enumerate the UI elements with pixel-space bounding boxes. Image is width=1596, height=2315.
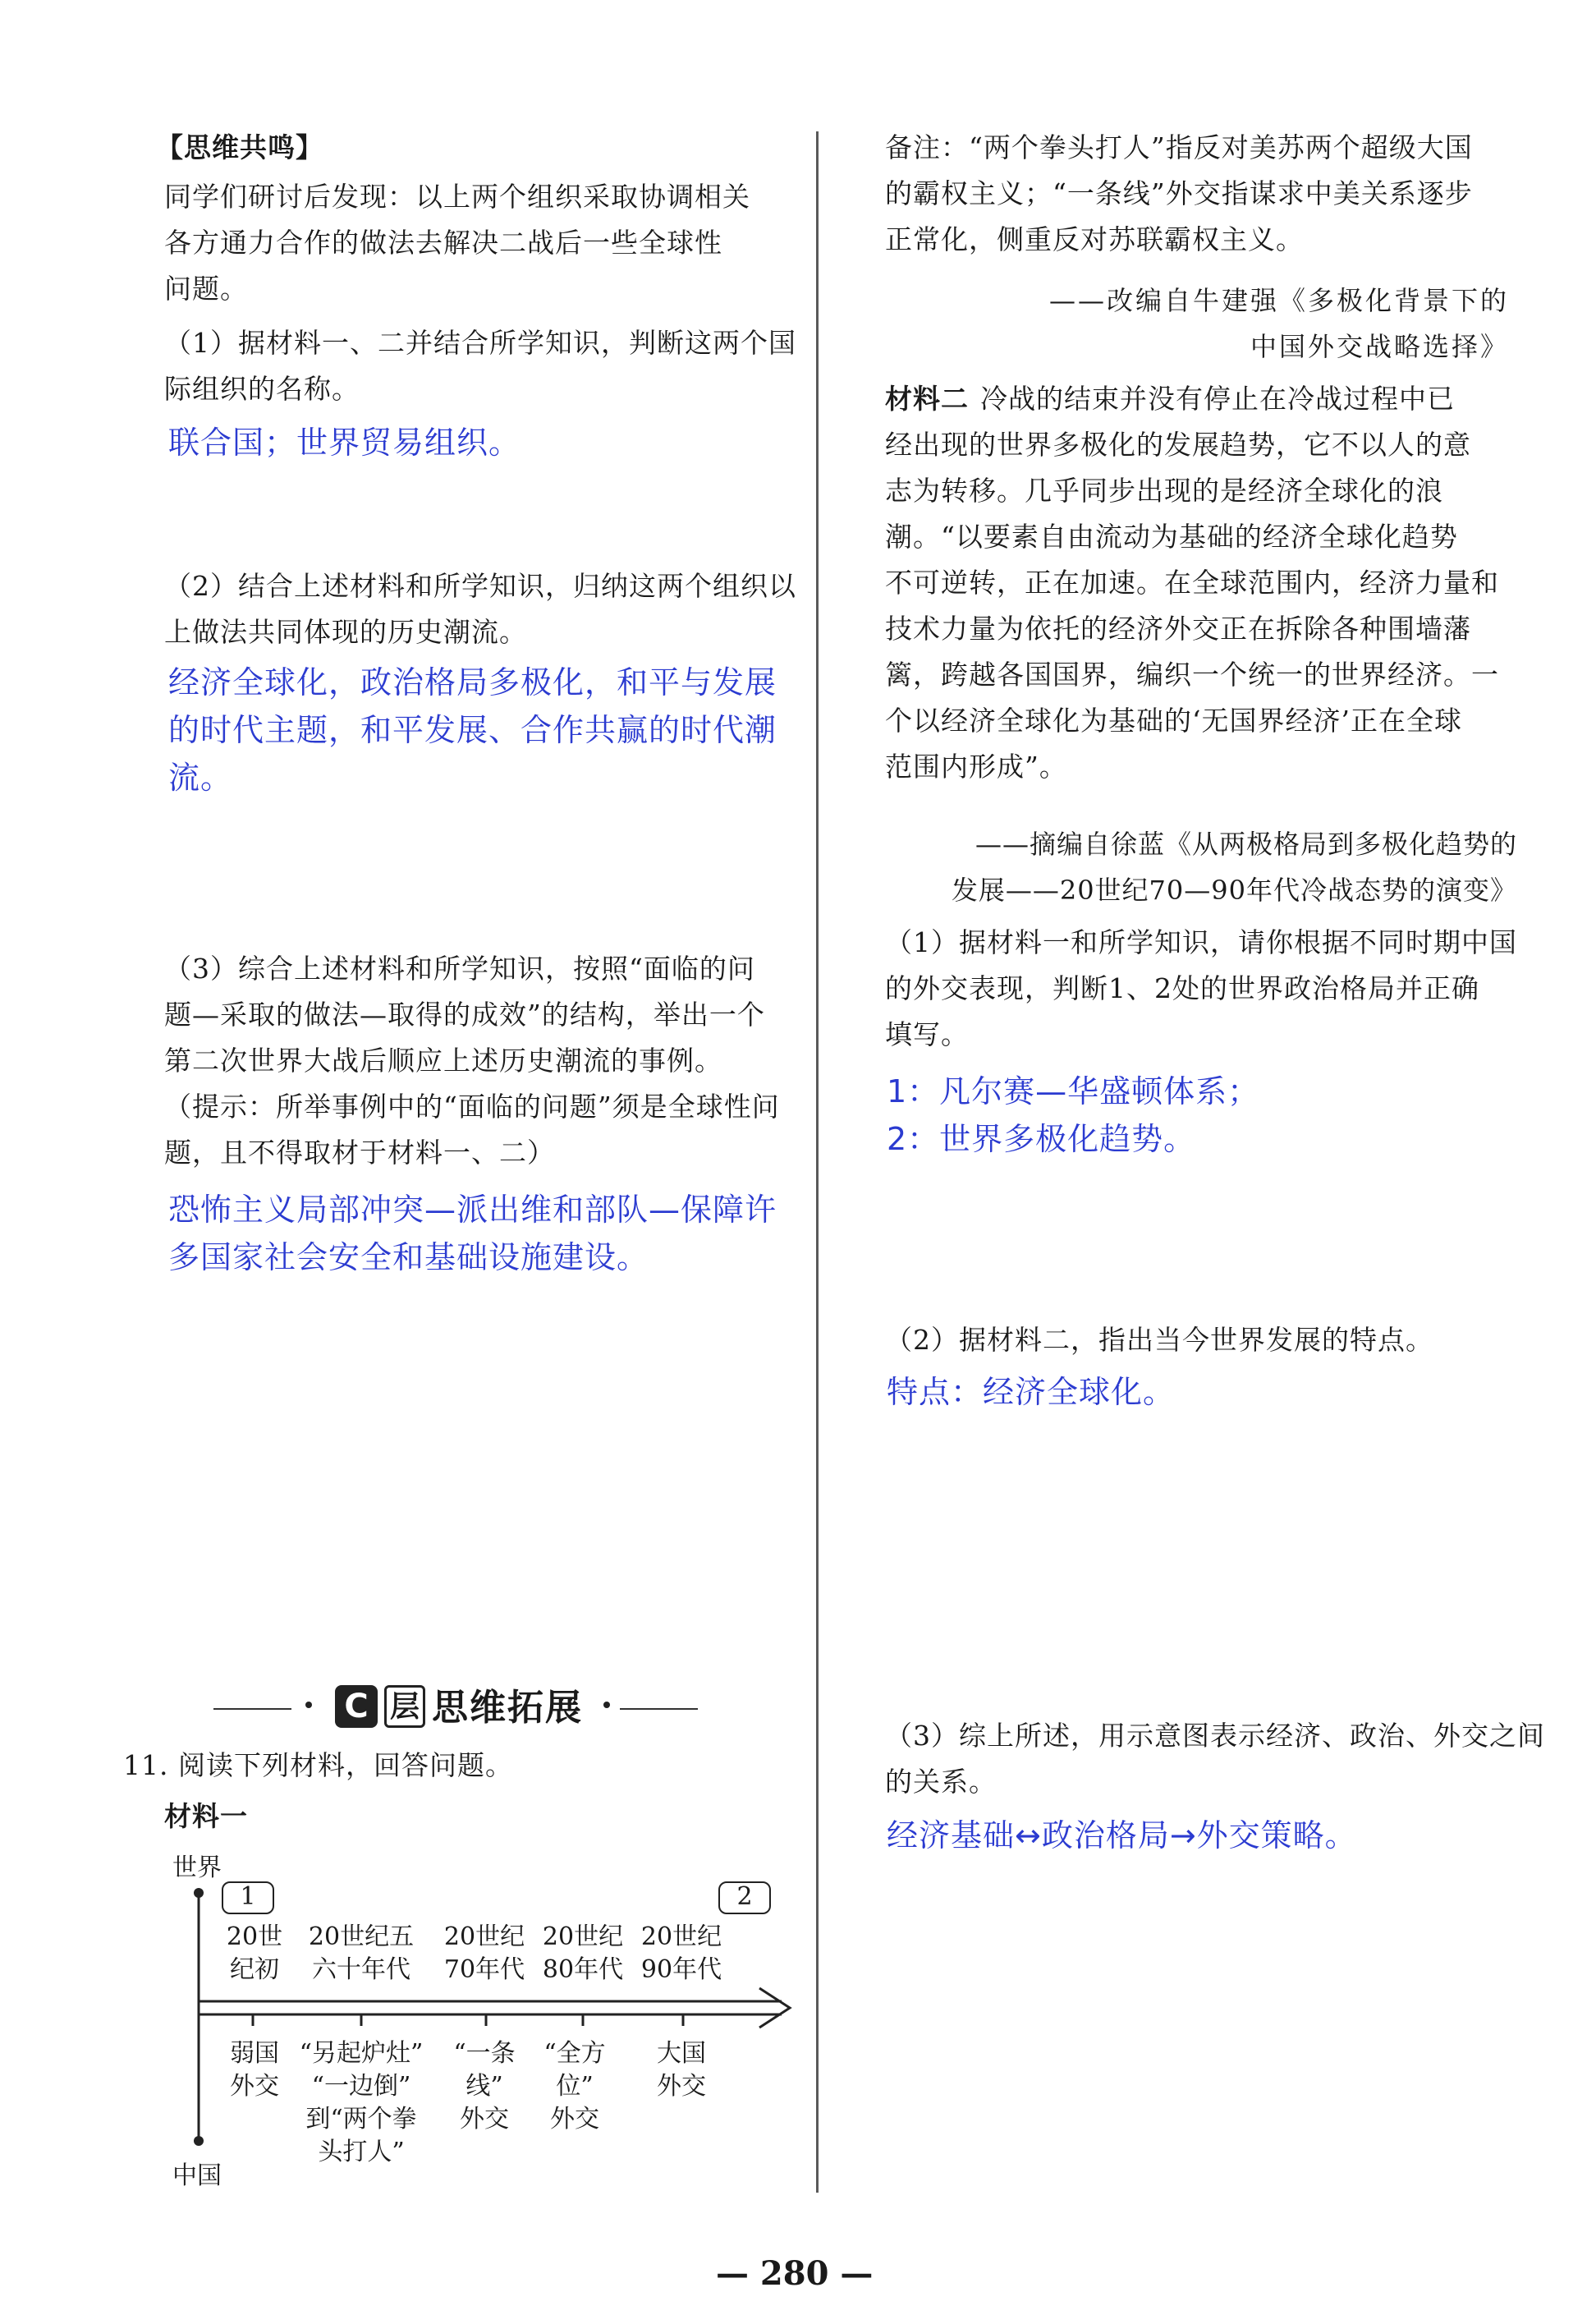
diplomacy-label — [443, 2037, 525, 2136]
period-label — [435, 1921, 534, 1987]
intro-text — [164, 174, 750, 312]
diplomacy-label — [534, 2037, 616, 2136]
text-inline: 冷战的结束并没有停止在冷战过程中已 — [980, 383, 1455, 415]
text-line: 个以经济全球化为基础的‘无国界经济’正在全球 — [885, 705, 1462, 737]
right-answer-3 — [887, 1812, 1357, 1859]
text-line: （2）结合上述材料和所学知识，归纳这两个组织以 — [164, 570, 796, 602]
text-line: 各方通力合作的做法去解决二战后一些全球性 — [164, 227, 722, 259]
china-label: 中国 — [172, 2161, 222, 2190]
period-line: 70年代 — [443, 1955, 525, 1984]
diplomacy-label — [287, 2037, 435, 2169]
text-line: 题—采取的做法—取得的成效”的结构，举出一个 — [164, 999, 765, 1031]
period-line: 20世纪五 — [308, 1922, 415, 1951]
diplomacy-line: 大国 — [657, 2039, 706, 2068]
level-badge: C — [335, 1685, 378, 1728]
period-label — [534, 1921, 632, 1987]
period-line: 80年代 — [542, 1955, 624, 1984]
text-line: 潮。“以要素自由流动为基础的经济全球化趋势 — [885, 521, 1458, 553]
diplomacy-line: 外交 — [230, 2072, 279, 2101]
diplomacy-label — [213, 2037, 296, 2103]
question-2 — [164, 563, 796, 655]
citation-2 — [885, 821, 1517, 913]
text-line: 题，且不得取材于材料一、二） — [164, 1137, 555, 1169]
diplomacy-line: “全方 — [543, 2039, 606, 2068]
header-dot — [603, 1702, 610, 1708]
diplomacy-line: 位” — [556, 2072, 594, 2101]
text-line: （3）综上所述，用示意图表示经济、政治、外交之间 — [885, 1720, 1545, 1752]
header-rule-right — [620, 1708, 698, 1710]
answer-line: 流。 — [168, 760, 233, 796]
header-dot — [305, 1702, 312, 1708]
text-line: 技术力量为依托的经济外交正在拆除各种围墙藩 — [885, 613, 1471, 645]
material-label: 材料一 — [164, 1800, 248, 1832]
material-2-label: 材料二 — [885, 383, 969, 415]
material-2 — [885, 376, 1511, 790]
diplomacy-line: “一边倒” — [311, 2072, 411, 2101]
section-title: 思维拓展 — [432, 1687, 583, 1729]
text-line: 上做法共同体现的历史潮流。 — [164, 616, 527, 648]
blank-marker-1: 1 — [222, 1881, 274, 1914]
period-line: 20世纪 — [640, 1922, 722, 1951]
text-line: 同学们研讨后发现：以上两个组织采取协调相关 — [164, 181, 750, 213]
text-line — [885, 376, 1511, 422]
diplomacy-line: 头打人” — [318, 2138, 405, 2166]
right-question-2 — [885, 1317, 1433, 1363]
timeline-diagram — [164, 1852, 805, 2197]
section-header — [213, 1683, 706, 1733]
answer-line: 的时代主题，和平发展、合作共赢的时代潮 — [168, 712, 777, 748]
citation-line: 中国外交战略选择》 — [1250, 331, 1509, 362]
answer-line: 经济全球化，政治格局多极化，和平与发展 — [168, 664, 777, 700]
column-divider — [816, 131, 819, 2193]
text-line: 经出现的世界多极化的发展趋势，它不以人的意 — [885, 429, 1471, 461]
answer-2 — [168, 659, 777, 802]
right-question-1 — [885, 920, 1517, 1058]
period-line: 纪初 — [230, 1955, 279, 1984]
blank-marker-2: 2 — [718, 1881, 771, 1914]
question-1 — [164, 320, 796, 412]
citation-line: ——改编自牛建强《多极化背景下的 — [1048, 285, 1509, 316]
citation-1 — [885, 278, 1509, 370]
text-line: 范围内形成”。 — [885, 751, 1067, 783]
diplomacy-line: 外交 — [460, 2105, 509, 2134]
answer-line: 恐怖主义局部冲突—派出维和部队—保障许 — [168, 1192, 777, 1228]
text-line: 不可逆转，正在加速。在全球范围内，经济力量和 — [885, 567, 1499, 599]
diplomacy-line: “另起炉灶” — [299, 2039, 424, 2068]
text-line: （2）据材料二，指出当今世界发展的特点。 — [885, 1324, 1433, 1356]
diplomacy-line: 外交 — [550, 2105, 599, 2134]
text-line: 的霸权主义；“一条线”外交指谋求中美关系逐步 — [885, 177, 1473, 209]
text-line: 的关系。 — [885, 1766, 997, 1798]
right-answer-1 — [887, 1068, 1259, 1163]
citation-line: 发展——20世纪70—90年代冷战态势的演变》 — [951, 875, 1517, 906]
right-question-3 — [885, 1713, 1545, 1805]
text-line: （提示：所举事例中的“面临的问题”须是全球性问 — [164, 1091, 780, 1123]
period-line: 20世纪 — [542, 1922, 624, 1951]
text-line: （3）综合上述材料和所学知识，按照“面临的问 — [164, 953, 755, 985]
level-badge-char: 层 — [384, 1685, 425, 1728]
answer-3 — [168, 1186, 777, 1281]
period-label — [304, 1921, 419, 1987]
text-line: （1）据材料一和所学知识，请你根据不同时期中国 — [885, 926, 1517, 958]
text-line: 问题。 — [164, 273, 248, 305]
note-text — [885, 125, 1473, 263]
period-label — [632, 1921, 731, 1987]
period-label — [213, 1921, 296, 1987]
text-line: 正常化，侧重反对苏联霸权主义。 — [885, 223, 1304, 255]
question-11-stem: 11. 阅读下列材料，回答问题。 — [123, 1749, 513, 1781]
period-line: 20世 — [226, 1922, 283, 1951]
diplomacy-line: 弱国 — [230, 2039, 279, 2068]
world-label: 世界 — [172, 1853, 222, 1882]
section-label: 【思维共鸣】 — [156, 131, 323, 163]
text-line: 志为转移。几乎同步出现的是经济全球化的浪 — [885, 475, 1443, 507]
diplomacy-line: “一条 — [453, 2039, 516, 2068]
text-line: （1）据材料一、二并结合所学知识，判断这两个国 — [164, 327, 796, 359]
diplomacy-line: 到“两个拳 — [305, 2105, 417, 2134]
answer-line: 多国家社会安全和基础设施建设。 — [168, 1239, 649, 1275]
answer-line: 经济基础↔政治格局→外交策略。 — [887, 1817, 1357, 1853]
text-line: 第二次世界大战后顺应上述历史潮流的事例。 — [164, 1045, 722, 1077]
right-answer-2 — [887, 1368, 1175, 1416]
diplomacy-line: 线” — [466, 2072, 503, 2101]
text-line: 的外交表现，判断1、2处的世界政治格局并正确 — [885, 972, 1479, 1004]
diplomacy-label — [640, 2037, 722, 2103]
question-3 — [164, 946, 780, 1176]
text-line: 备注：“两个拳头打人”指反对美苏两个超级大国 — [885, 131, 1473, 163]
answer-1 — [168, 419, 521, 466]
text-line: 篱，跨越各国国界，编织一个统一的世界经济。一 — [885, 659, 1499, 691]
period-line: 六十年代 — [312, 1955, 410, 1984]
answer-line: 1：凡尔赛—华盛顿体系； — [887, 1073, 1260, 1109]
answer-line: 联合国；世界贸易组织。 — [168, 425, 521, 461]
citation-line: ——摘编自徐蓝《从两极格局到多极化趋势的 — [975, 829, 1517, 860]
header-rule-left — [213, 1708, 291, 1710]
answer-line: 2：世界多极化趋势。 — [887, 1121, 1196, 1157]
text-line: 际组织的名称。 — [164, 373, 360, 405]
period-line: 20世纪 — [443, 1922, 525, 1951]
period-line: 90年代 — [640, 1955, 722, 1984]
answer-line: 特点：经济全球化。 — [887, 1374, 1176, 1410]
page-number: — 280 — — [716, 2254, 874, 2293]
diplomacy-line: 外交 — [657, 2072, 706, 2101]
text-line: 填写。 — [885, 1018, 969, 1050]
